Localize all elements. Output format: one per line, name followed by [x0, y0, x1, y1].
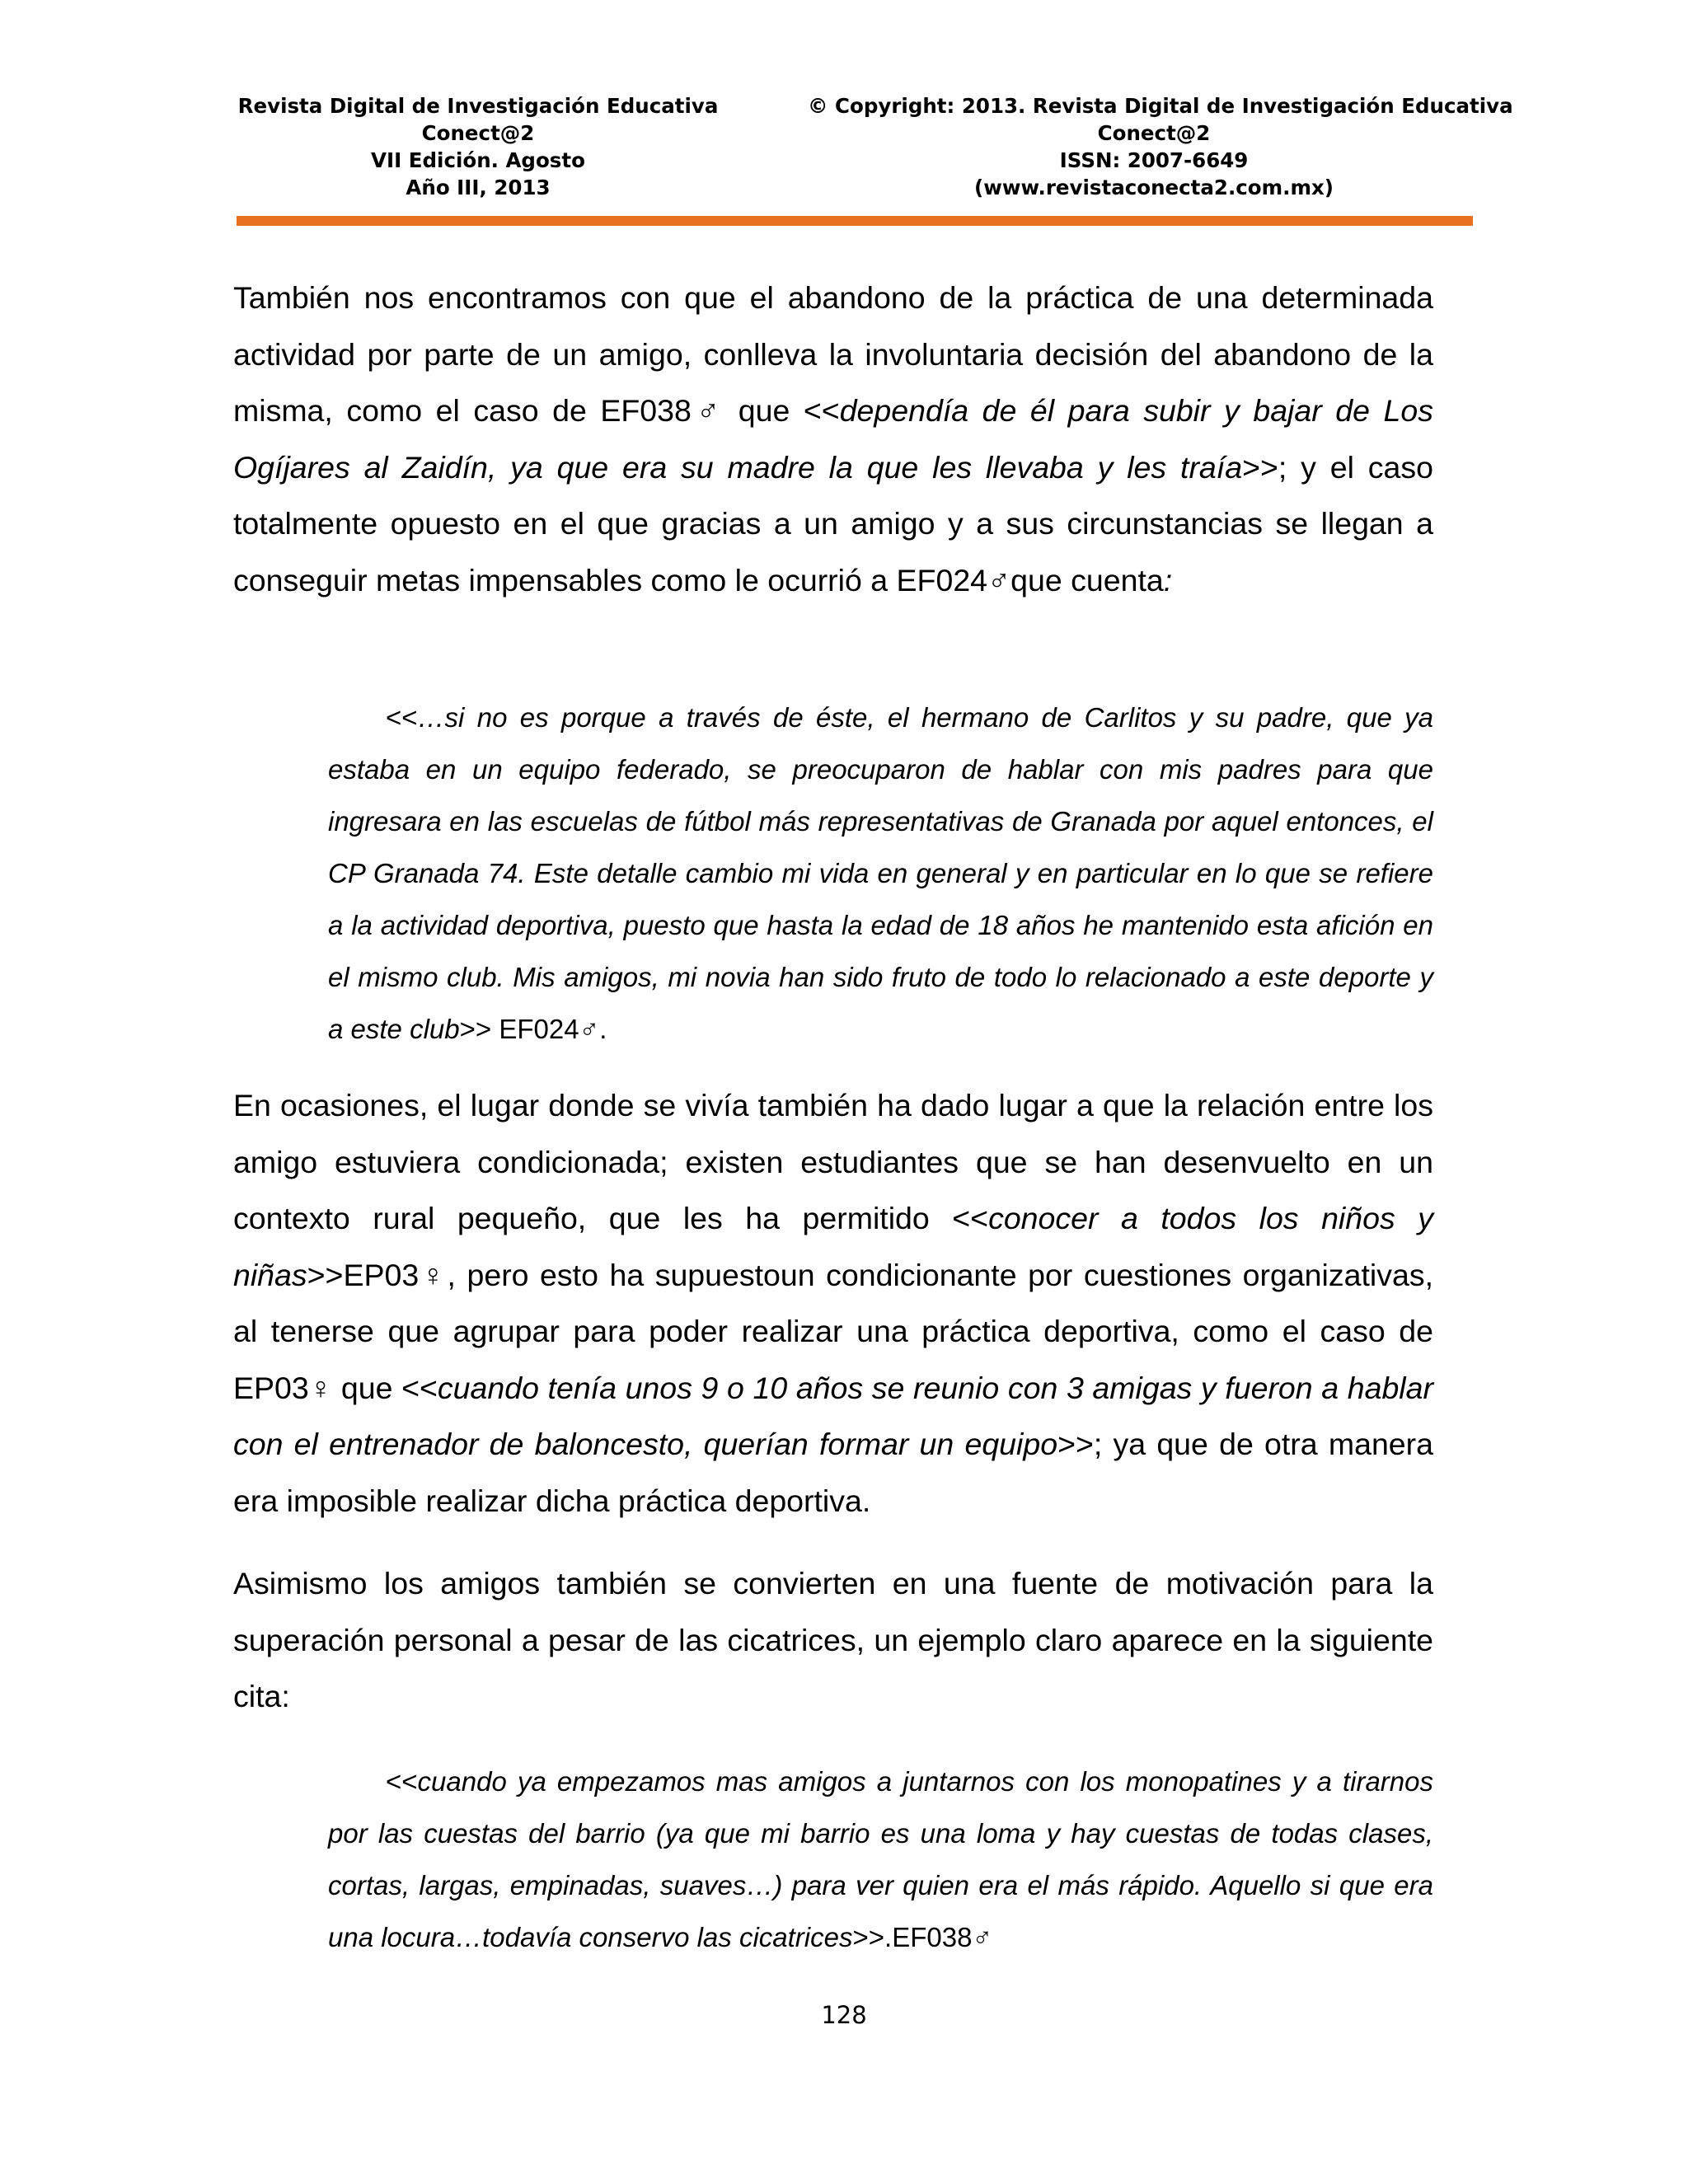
block-quote-2 [328, 1755, 1433, 1963]
copyright-journal: Conect@2 [1097, 121, 1211, 145]
block-quote-1 [328, 691, 1433, 1055]
edition: VII Edición. Agosto [371, 148, 585, 172]
q2-quote-text: cuando ya empezamos mas amigos a juntarnos con los monopatines y a tirarnos por las cuestas del barrio (ya que mi barrio es una loma y hay cuestas de todas clases, cortas, largas, empinadas, suaves…) para ver quien era el más rápido. Aquello si que era una locura…todavía conservo las cicatrices [328, 1766, 1433, 1952]
q2-attribution: >>.EF038♂ [852, 1922, 993, 1952]
journal-info [231, 92, 725, 201]
p2-text-c: >>; ya que de otra manera era imposible realizar dicha práctica deportiva. [233, 1427, 1433, 1518]
year: Año III, 2013 [406, 176, 551, 199]
journal-short-name: Conect@2 [421, 121, 535, 145]
paragraph-2 [233, 1077, 1433, 1529]
q1-open: << [386, 702, 418, 733]
p2-quote-inline-b: cuando tenía unos 9 o 10 años se reunio con 3 amigas y fueron a hablar con el entrenador de baloncesto, querían formar un equipo [233, 1370, 1433, 1461]
q1-quote-text: …si no es porque a través de éste, el hermano de Carlitos y su padre, que ya estaba en un equipo federado, se preocuparon de hablar con mis padres para que ingresara en las escuelas de fútbol más representativas de Granada por aquel entonces, el CP Granada 74. Este detalle cambio mi vida en general y en particular en lo que se refiere a la actividad deportiva, puesto que hasta la edad de 18 años he mantenido esta afición en el mismo club. Mis amigos, mi novia han sido fruto de todo lo relacionado a este deporte y a este club [328, 702, 1433, 1044]
p1-text-b: >>; y el caso totalmente opuesto en el que gracias a un amigo y a sus circunstancias se llegan a conseguir metas impensables como le ocurrió a EF024♂que cuenta [233, 449, 1433, 598]
p3-text: Asimismo los amigos también se convierten en una fuente de motivación para la superación personal a pesar de las cicatrices, un ejemplo claro aparece en la siguiente cita: [233, 1566, 1433, 1713]
paragraph-1 [233, 269, 1433, 608]
header-rule [237, 216, 1473, 226]
p2-quote-inline-a: conocer a todos los niños y niñas [233, 1201, 1433, 1292]
journal-website: (www.revistaconecta2.com.mx) [974, 176, 1334, 199]
p2-text-a: En ocasiones, el lugar donde se vivía también ha dado lugar a que la relación entre los amigo estuviera condicionada; existen estudiantes que se han desenvuelto en un contexto rural pequeño, que les ha permitido << [233, 1088, 1433, 1235]
q2-open: << [386, 1766, 418, 1797]
copyright-line: © Copyright: 2013. Revista Digital de Investigación Educativa [808, 94, 1513, 118]
paragraph-3 [233, 1555, 1433, 1725]
p1-text-a: También nos encontramos con que el abandono de la práctica de una determinada actividad por parte de un amigo, conlleva la involuntaria decisión del abandono de la misma, como el caso de EF038♂ que << [233, 280, 1433, 428]
copyright-info [808, 92, 1513, 201]
p2-text-b: >>EP03♀, pero esto ha supuestoun condicionante por cuestiones organizativas, al tenerse que agrupar para poder realizar una práctica deportiva, como el caso de EP03♀ que << [233, 1257, 1433, 1405]
p1-colon: : [1163, 562, 1173, 598]
p1-quote-inline: dependía de él para subir y bajar de Los Ogíjares al Zaidín, ya que era su madre la que les llevaba y les traía [233, 393, 1433, 485]
page-number: 128 [821, 2001, 867, 2029]
issn: ISSN: 2007-6649 [1059, 148, 1249, 172]
q1-attribution: >> EF024♂. [459, 1014, 607, 1044]
journal-name: Revista Digital de Investigación Educativa [237, 94, 719, 118]
